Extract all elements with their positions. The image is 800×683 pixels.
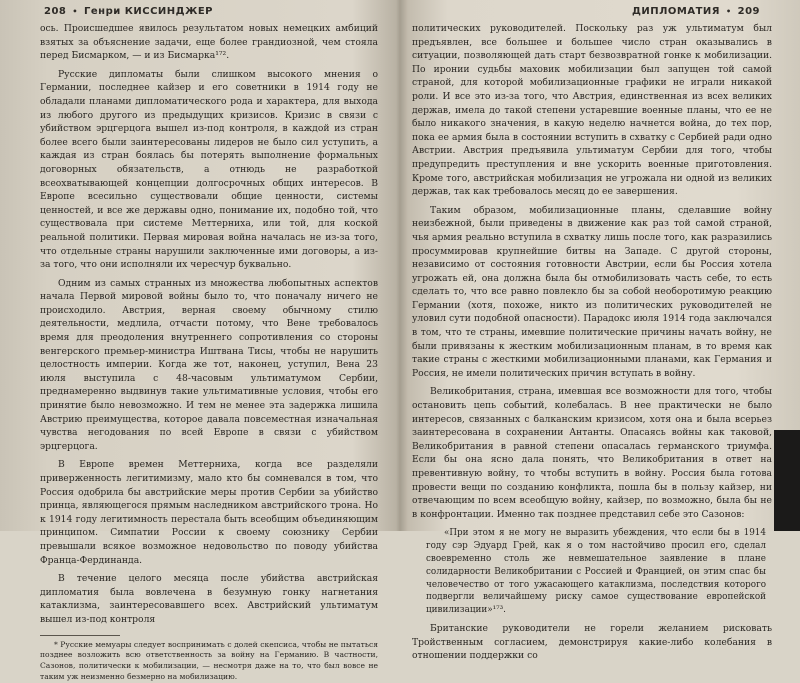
paragraph: Русские дипломаты были слишком высокого мнения о Германии, последнее кайзер и его советники в 1914 году не обладали планами дипломатического рода и характера, для выхода из любого другого из предыдущих кризисов. Кризис в связи с убийством эрцгерцога вышел из-под контроля, в каждой из стран более всего были заинтересованы лидеров не было сил уступить, а каждая из стран боялась бы потерять выполнение формальных договорных обязательств, а отнюдь не разработкой всеохватывающей концепции долгосрочных общих интересов. В Европе всесильно существовали общие ценности, системы ценностей, и все же державы одно, понимание их, подобно той, что существовала при системе Меттерниха, или той, для коской реальной политики. Первая мировая война началась не из-за того, что отдельные страны нарушили заключенные ими договоры, а из-за того, что они исполняли их чересчур буквально.	[40, 68, 378, 271]
left-page-number: 208	[44, 6, 67, 17]
paragraph: Великобритания, страна, имевшая все возможности для того, чтобы остановить цепь событий, колебалась. В нее практически не было интересов, связанных с балканским кризисом, хотя она и была всерьез заинтересована в сохранении Антанты. Опасаясь войны как таковой, Великобритания в равной степени опасалась германского триумфа. Если бы она ясно дала понять, что Великобритания в ответ на превентивную войну, то чтобы вступить в войну. Россия была готова провести вещи по созданию конфликта, пошла бы в пользу кайзер, ни отвечающим по всем всеобщую войну, кайзер, по возможно, была бы не в конфронтации. Именно так позднее представил себе это Сазонов:	[412, 386, 772, 520]
left-body	[40, 22, 378, 683]
right-running-head-title: ДИПЛОМАТИЯ	[631, 6, 720, 17]
right-page-number: 209	[737, 6, 760, 17]
block-quote: «При этом я не могу не выразить убеждения, что если бы в 1914 году сэр Эдуард Грей, как я о том настойчиво просил его, сделал своевременно столь же невмешательное заявление в плане солидарности Великобритании с Россией и Францией, он этим спас бы человечество от того ужасающего катаклизма, последствия которого подвергли величайшему риску самое существование европейской цивилизации»¹⁷³.	[426, 528, 766, 616]
paragraph: ось. Происшедшее явилось результатом новых немецких амбиций взятых за объяснение задачи, еще более грандиозной, чем стояла перед Бисмарком, — и из Бисмарка¹⁷².	[40, 23, 378, 62]
left-running-head	[44, 6, 213, 17]
background-edge	[774, 430, 800, 531]
left-page	[0, 0, 392, 681]
right-page	[398, 0, 800, 662]
bullet-icon: •	[72, 7, 78, 16]
footnote-divider	[40, 635, 120, 636]
paragraph: В Европе времен Меттерниха, когда все разделяли приверженность легитимизму, мало кто бы сомневался в том, что Россия одобрила бы австрийские меры против Сербии за убийство принца, являющегося прямым наследником австрийского трона. Но к 1914 году легитимность перестала быть всеобщим объединяющим принципом. Симпатии России к своему союзнику Сербии превышали всякое возможное недовольство по поводу убийства Франца-Фердинанда.	[40, 459, 378, 566]
paragraph: В течение целого месяца после убийства австрийская дипломатия была вовлечена в безумную гонку нагнетания катаклизма, заинтересовавшего всех. Австрийский ультиматум вышел из-под контроля	[40, 573, 378, 625]
paragraph: Таким образом, мобилизационные планы, сделавшие войну неизбежной, были приведены в движение как раз той самой страной, чья армия реально вступила в схватку лишь после того, как разразились просуммировав крупнейшие битвы на Западе. С другой стороны, независимо от состояния готовности Австрии, если бы Россия хотела угрожать ей, она должна была бы отмобилизовать часть себе, то есть сделать то, что все равно повлекло бы за собой необоротимую реакцию Германии (хотя, похоже, никто из политических руководителей не уловил сути подобной опасности). Парадокс июля 1914 года заключался в том, что те страны, имевшие политические причины начать войну, не были привязаны к жестким мобилизационным планам, в то время как такие страны с жесткими мобилизационными планами, как Германия и Россия, не имели политических причин вступать в войну.	[412, 204, 772, 379]
paragraph: политических руководителей. Поскольку раз уж ультиматум был предъявлен, все большее и большее число стран оказывались в ситуации, позволяющей дать старт безвозвратной гонке к мобилизации. По иронии судьбы маховик мобилизации был запущен той самой страной, для которой мобилизационные графики не играли никакой роли. И все это из-за того, что Австрия, единственная из всех великих держав, имела до такой степени устаревшие военные планы, что ее не было никакого значения, в какую неделю начнется война, до тех пор, пока ее армия была в состоянии вступить в схватку с Сербией ради одно Австрии. Австрия предъявила ультиматум Сербии для того, чтобы предупредить преступления и вне ускорить военные приготовления. Кроме того, австрийская мобилизация не угрожала ни одной из великих держав, так как требовалось месяц до ее завершения.	[412, 23, 772, 198]
left-running-head-title: Генри КИССИНДЖЕР	[84, 6, 213, 17]
bullet-icon: •	[726, 7, 732, 16]
right-running-head	[632, 6, 760, 17]
paragraph: Британские руководители не горели желанием рисковать Тройственным согласием, демонстрируя какие-либо колебания в отношении поддержки со	[412, 622, 772, 662]
right-body	[412, 22, 772, 663]
paragraph: Одним из самых странных из множества любопытных аспектов начала Первой мировой войны было то, что поначалу ничего не происходило. Австрия, верная своему обычному стилю деятельности, медлила, отчасти потому, что Вене требовалось время для преодоления внутреннего сопротивления со стороны венгерского премьер-министра Иштвана Тисы, чтобы не нарушить целостность империи. Когда же тот, наконец, уступил, Вена 23 июля выступила с 48-часовым ультиматумом Сербии, преднамеренно выдвинув такие ультимативные условия, чтобы его принятие было невозможно. И тем не менее эта задержка лишила Австрию преимущества, которое давала повсеместная изначальная чувства негодования по всей Европе в связи с убийством эрцгерцога.	[40, 277, 378, 452]
footnote: * Русские мемуары следует воспринимать с долей скепсиса, чтобы не пытаться позднее возложить всю ответственность за войну на Германию. В частности, Сазонов, политически к мобилизации, — несмотря даже на то, что был вовсе не таким уж неизменно безмерно на мобилизацию.	[40, 639, 378, 681]
